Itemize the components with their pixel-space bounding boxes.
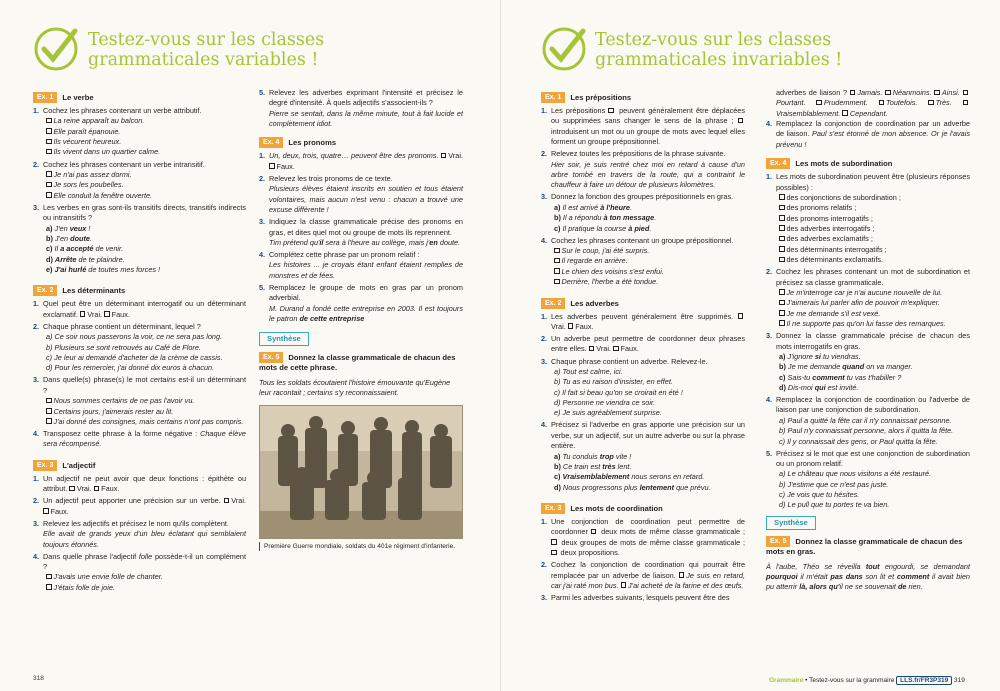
- question: 4. Cochez les phrases contenant un groupe prépositionnel. Sur le coup, j'ai été surpris. Il regarde en arrière. Le chien des voisins s'est enfui. Derrière, l'herbe a été tondue.: [541, 235, 734, 287]
- checkbox[interactable]: [963, 100, 969, 106]
- checkbox[interactable]: [779, 246, 785, 252]
- right-page: [500, 0, 1000, 691]
- checkmark-icon: [33, 26, 79, 72]
- right-column-1: [541, 88, 745, 605]
- exercise-5-text: Tous les soldats écoutaient l'histoire émouvante qu'Eugène leur racontait ; certains s'y reconnaissaient.: [259, 378, 451, 398]
- checkbox[interactable]: [46, 584, 52, 590]
- left-column-1: [33, 88, 246, 595]
- checkbox[interactable]: [554, 248, 560, 254]
- lls-link[interactable]: LLS.fr/FR3P319: [896, 676, 952, 685]
- question: 3. Les verbes en gras sont-ils transitifs directs, transitifs indirects ou intransitifs ? a) J'en veux ! b) J'en doute. c) Il a accepté de venir. d) Arrête de te plaindre. e) J'ai hurlé de toutes mes forces !: [33, 202, 246, 274]
- checkbox[interactable]: [80, 311, 86, 317]
- question: 1. Un adjectif ne peut avoir que deux fonctions : épithète ou attribut. Vrai. Faux.: [33, 473, 246, 494]
- question: 1. Les mots de subordination peuvent être (plusieurs réponses possibles) : des conjonctions de subordination ; des pronoms relatifs ; des pronoms interrogatifs ; des adverbes interrogatifs ; des adverbes exclamatifs ; des déterminants interrogatifs ; des déterminants exclamatifs.: [766, 172, 970, 265]
- checkbox[interactable]: [46, 192, 52, 198]
- right-column-2: adverbes de liaison ? Jamais. Néanmoins. Ainsi. Pourtant. Prudemment. Toutefois. Très. Vraisemblablement. Cependant. 4. Remplacez la conjonction de coordination par un adverbe de liaison. Paul s'est étonné de mon absence. Or je l'avais prévenu ! Ex. 4 Les mots de subordination 1. Les mots de subordination peuvent être (plusieurs réponses possibles) : des conjonctions de subordination ; des pronoms relatifs ; des pronoms interrogatifs ; des adverbes interrogatifs ; des adverbes exclamatifs ; des déterminants interrogatifs ; des déterminants exclamatifs. 2. Cochez les phrases contenant un mot de subordination et précisez sa classe grammaticale. Je m'interroge car je n'ai aucune nouvelle de lui. J'aimerais lui parler afin de pouvoir m'expliquer. Je me demande s'il est vexé. Il ne supporte pas qu'on lui fasse des remarques. 3. Donnez la classe grammaticale précise de chacun des mots interrogatifs en gras. a) J'ignore si tu viendras. b) Je me demande quand on va manger. c) Sais-tu comment tu vas t'habiller ? d) Dis-moi qui est invité. 4. Remplacez la conjonction de coordination ou l'adverbe de liaison par une conjonction de subordination. a) Paul a quitté la fête car il n'y connaissait personne. b) Paul n'y connaissait personne, alors il quitta la fête. c) Il y connaissait des gens, or Paul quitta la fête. 5. Précisez si le mot que est une conjonction de subordination ou un pronom relatif. a) Le château que nous visitons a été restauré. b) J'estime que ce n'est pas juste. c) Je vois que tu hésites. d) Le pull que tu portes te va bien. Synthèse Ex. 5 Donnez la classe grammaticale de chacun des mots en gras. À l'aube, Théo se réveilla tout engourdi, se demandant pourquoi il m'était pas dans son lit et comment il avait bien pu atterrir là, alors qu'il ne se souvenait de rien.: [766, 88, 970, 592]
- page-footer: Grammaire • Testez-vous sur la grammaire LLS.fr/FR3P319 319: [769, 676, 965, 684]
- exercise-4: Ex. 4 Les mots de subordination 1. Les mots de subordination peuvent être (plusieurs réponses possibles) : des conjonctions de subordination ; des pronoms relatifs ; des pronoms interrogatifs ; des adverbes interrogatifs ; des adverbes exclamatifs ; des déterminants interrogatifs ; des déterminants exclamatifs. 2. Cochez les phrases contenant un mot de subordination et précisez sa classe grammaticale. Je m'interroge car je n'ai aucune nouvelle de lui. J'aimerais lui parler afin de pouvoir m'expliquer. Je me demande s'il est vexé. Il ne supporte pas qu'on lui fasse des remarques. 3. Donnez la classe grammaticale précise de chacun des mots interrogatifs en gras. a) J'ignore si tu viendras. b) Je me demande quand on va manger. c) Sais-tu comment tu vas t'habiller ? d) Dis-moi qui est invité. 4. Remplacez la conjonction de coordination ou l'adverbe de liaison par une conjonction de subordination. a) Paul a quitté la fête car il n'y connaissait personne. b) Paul n'y connaissait personne, alors il quitta la fête. c) Il y connaissait des gens, or Paul quitta la fête. 5. Précisez si le mot que est une conjonction de subordination ou un pronom relatif. a) Le château que nous visitons a été restauré. b) J'estime que ce n'est pas juste. c) Je vois que tu hésites. d) Le pull que tu portes te va bien.: [766, 159, 970, 510]
- checkbox[interactable]: [885, 90, 891, 96]
- question: 5. Relevez les adverbes exprimant l'intensité et précisez le degré d'intensité. À quels adjectifs s'associent-ils ? Pierre se sentait, dans la même minute, tout à fait lucide et complètement idiot.: [259, 88, 463, 129]
- exercise-title: Le verbe: [62, 93, 94, 102]
- question: 2. Relevez toutes les prépositions de la phrase suivante. Hier soir, je suis rentré chez moi en retard à cause d'un arbre tombé en travers de la route, qui a contraint le chauffeur à faire un détour de plusieurs kilomètres.: [541, 149, 745, 190]
- checkbox[interactable]: [46, 171, 52, 177]
- checkbox[interactable]: [46, 149, 52, 155]
- checkbox[interactable]: [679, 572, 685, 578]
- question: 4. Remplacez la conjonction de coordination par un adverbe de liaison. Paul s'est étonné de mon absence. Or je l'avais prévenu !: [766, 119, 970, 149]
- checkbox[interactable]: [779, 215, 785, 221]
- question: 2. Relevez les trois pronoms de ce texte. Plusieurs élèves étaient inscrits en soutien et tous étaient volontaires, mais aucun n'est venu : chacun a trouvé une excuse différente !: [259, 173, 463, 215]
- checkmark-icon: [541, 26, 587, 72]
- question: 2. Un adjectif peut apporter une précision sur un verbe. Vrai. Faux.: [33, 496, 246, 516]
- photo-caption: Première Guerre mondiale, soldats du 401e régiment d'infanterie.: [259, 542, 463, 551]
- checkbox[interactable]: [779, 320, 785, 326]
- soldiers-photo: [259, 405, 463, 539]
- question: 5. Précisez si le mot que est une conjonction de subordination ou un pronom relatif. a) Le château que nous visitons a été restauré. b) J'estime que ce n'est pas juste. c) Je vois que tu hésites. d) Le pull que tu portes te va bien.: [766, 448, 970, 510]
- question: 3. Parmi les adverbes suivants, lesquels peuvent être des: [541, 593, 730, 603]
- checkbox[interactable]: [779, 257, 785, 263]
- question: 3. Chaque phrase contient un adverbe. Relevez-le. a) Tout est calme, ici. b) Tu as eu raison d'insister, en effet. c) Il fait si beau qu'on se croirait en été ! d) Personne ne viendra ce soir. e) Je suis agréablement surprise.: [541, 356, 708, 418]
- checkbox[interactable]: [554, 268, 560, 274]
- checkbox[interactable]: [608, 108, 614, 114]
- question: 1. Les prépositions peuvent généralement être déplacées ou supprimées sans changer le sens de la phrase ; introduisent un mot ou un groupe de mots avec lequel elles forment un groupe prépositionnel.: [541, 106, 745, 147]
- exercise-2: Ex. 2 Les adverbes 1. Les adverbes peuvent généralement être supprimés. Vrai. Faux. 2. Un adverbe peut permettre de coordonner deux phrases entre elles. Vrai. Faux. 3. Chaque phrase contient un adverbe. Relevez-le. a) Tout est calme, ici. b) Tu as eu raison d'insister, en effet. c) Il fait si beau qu'on se croirait en été ! d) Personne ne viendra ce soir. e) Je suis agréablement surprise. 4. Précisez si l'adverbe en gras apporte une précision sur un verbe, sur un adjectif, sur un autre adverbe ou sur la phrase entière. a) Tu conduis trop vite ! b) Ce train est très lent. c) Vraisemblablement nous serons en retard. d) Nous progressons plus lentement que prévu.: [541, 298, 745, 492]
- checkbox[interactable]: [46, 182, 52, 188]
- question: 4. Remplacez la conjonction de coordination ou l'adverbe de liaison par une conjonction de subordination. a) Paul a quitté la fête car il n'y connaissait personne. b) Paul n'y connaissait personne, alors il quitta la fête. c) Il y connaissait des gens, or Paul quitta la fête.: [766, 395, 970, 446]
- question: 3. Dans quelle(s) phrase(s) le mot certains est-il un déterminant ? Nous sommes certains de ne pas l'avoir vu. Certains jours, j'aimerais rester au lit. J'ai donné des consignes, mais certains n'ont pas compris.: [33, 375, 247, 426]
- checkbox[interactable]: [779, 205, 785, 211]
- checkbox[interactable]: [46, 139, 52, 145]
- checkbox[interactable]: [554, 258, 560, 264]
- checkbox[interactable]: [589, 346, 595, 352]
- question: 1. Quel peut être un déterminant interrogatif ou un déterminant exclamatif. Vrai. Faux.: [33, 299, 246, 319]
- checkbox[interactable]: [46, 418, 52, 424]
- checkbox[interactable]: [738, 313, 744, 319]
- exercise-3: Ex. 3 L'adjectif 1. Un adjectif ne peut avoir que deux fonctions : épithète ou attribut. Vrai. Faux. 2. Un adjectif peut apporter une précision sur un verbe. Vrai. Faux. 3. Relevez les adjectifs et précisez le nom qu'ils complètent. Elle avait de grands yeux d'un bleu éclatant qui semblaient toujours étonnés. 4. Dans quelle phrase l'adjectif folle possède-t-il un complément ? J'avais une envie folle de chanter. J'étais folle de joie.: [33, 460, 246, 592]
- checkbox[interactable]: [46, 128, 52, 134]
- question: 2. Chaque phrase contient un déterminant, lequel ? a) Ce soir nous passerons la voir, ce ne sera pas long. b) Plusieurs se sont retrouvés au Café de Flore. c) Je leur ai demandé d'acheter de la crème de cassis. d) Pour les remercier, j'ai donné dix euros à chacun.: [33, 321, 223, 373]
- checkbox[interactable]: [934, 90, 940, 96]
- exercise-1: [33, 92, 246, 275]
- checkbox[interactable]: [46, 574, 52, 580]
- synthese-label: Synthèse: [259, 332, 309, 346]
- synthese-label: Synthèse: [766, 516, 816, 530]
- question: 3. Indiquez la classe grammaticale précise des pronoms en gras, et dites quel mot ou groupe de mots ils reprennent. Tim prétend qu'il sera à l'heure au collège, mais j'en doute.: [259, 217, 463, 247]
- left-column-2: 5. Relevez les adverbes exprimant l'intensité et précisez le degré d'intensité. À quels adjectifs s'associent-ils ? Pierre se sentait, dans la même minute, tout à fait lucide et complètement idiot. Ex. 4 Les pronoms 1. Un, deux, trois, quatre… peuvent être des pronoms. Vrai. Faux. 2. Relevez les trois pronoms de ce texte. Plusieurs élèves étaient inscrits en soutien et tous étaient volontaires, mais aucun n'est venu : chacun a trouvé une excuse différente ! 3. Indiquez la classe grammaticale précise des pronoms en gras, et dites quel mot ou groupe de mots ils reprennent. Tim prétend qu'il sera à l'heure au collège, mais j'en doute. 4. Complétez cette phrase par un pronom relatif : Les histoires ... je croyais étant enfant étaient remplies de monstres et de fées. 5. Remplacez le groupe de mots en gras par un pronom adverbial. M. Durand a fondé cette entreprise en 2003. Il est toujours le patron de cette entreprise Synthèse Ex. 5 Donnez la classe grammaticale de chacun des mots de cette phrase. Tous les soldats écoutaient l'histoire émouvante qu'Eugène leur racontait ; certains s'y reconnaissaient. Première Guerre mondiale, soldats du 401e régiment d'infanterie.: [259, 88, 463, 550]
- question: 1. Une conjonction de coordination peut permettre de coordonner deux mots de même classe grammaticale ; deux groupes de mots de même classe grammaticale ; deux propositions.: [541, 517, 745, 558]
- checkbox[interactable]: [621, 582, 627, 588]
- checkbox[interactable]: [46, 118, 52, 124]
- checkbox[interactable]: [43, 508, 49, 514]
- question: 3. Relevez les adjectifs et précisez le nom qu'ils complètent. Elle avait de grands yeux d'un bleu éclatant qui semblaient toujours étonnés.: [33, 518, 246, 549]
- checkbox[interactable]: [779, 310, 785, 316]
- checkbox[interactable]: [963, 90, 969, 96]
- checkbox[interactable]: [816, 100, 822, 106]
- checkbox[interactable]: [779, 236, 785, 242]
- question: 2. Cochez la conjonction de coordination qui pourrait être remplacée par un adverbe de liaison. Je suis en retard, car j'ai raté mon bus. J'ai acheté de la farine et des œufs.: [541, 560, 745, 590]
- checkbox[interactable]: [551, 550, 557, 556]
- checkbox[interactable]: [554, 279, 560, 285]
- checkbox[interactable]: [779, 289, 785, 295]
- question: 1. Les adverbes peuvent généralement être supprimés. Vrai. Faux.: [541, 312, 745, 333]
- checkbox[interactable]: [69, 486, 75, 492]
- checkbox[interactable]: [842, 110, 848, 116]
- checkbox[interactable]: [551, 539, 557, 545]
- page-title: Testez-vous sur les classes grammaticales variables !: [88, 30, 325, 70]
- exercise-1: Ex. 1 Les prépositions 1. Les prépositions peuvent généralement être déplacées ou supprimées sans changer le sens de la phrase ; introduisent un mot ou un groupe de mots avec lequel elles forment un groupe prépositionnel. 2. Relevez toutes les prépositions de la phrase suivante. Hier soir, je suis rentré chez moi en retard à cause d'un arbre tombé en travers de la route, qui a contraint le chauffeur à faire un détour de plusieurs kilomètres. 3. Donnez la fonction des groupes prépositionnels en gras. a) Il est arrivé à l'heure. b) Il a répondu à ton message. c) Il pratique la course à pied. 4. Cochez les phrases contenant un groupe prépositionnel. Sur le coup, j'ai été surpris. Il regarde en arrière. Le chien des voisins s'est enfui. Derrière, l'herbe a été tondue.: [541, 93, 745, 287]
- checkbox[interactable]: [46, 408, 52, 414]
- question: 3. Donnez la classe grammaticale précise de chacun des mots interrogatifs en gras. a) J'ignore si tu viendras. b) Je me demande quand on va manger. c) Sais-tu comment tu vas t'habiller ? d) Dis-moi qui est invité.: [766, 331, 970, 392]
- checkbox[interactable]: [568, 323, 574, 329]
- checkbox[interactable]: [46, 398, 52, 404]
- checkbox[interactable]: [928, 100, 934, 106]
- checkbox[interactable]: [779, 225, 785, 231]
- question: 4. Complétez cette phrase par un pronom relatif : Les histoires ... je croyais étant enfant étaient remplies de monstres et de fées.: [259, 250, 463, 280]
- exercise-5-text: À l'aube, Théo se réveilla tout engourdi, se demandant pourquoi il m'était pas dans son lit et comment il avait bien pu atterrir là, alors qu'il ne se souvenait de rien.: [766, 561, 970, 592]
- exercise-3: Ex. 3 Les mots de coordination 1. Une conjonction de coordination peut permettre de coordonner deux mots de même classe grammaticale ; deux groupes de mots de même classe grammaticale ; deux propositions. 2. Cochez la conjonction de coordination qui pourrait être remplacée par un adverbe de liaison. Je suis en retard, car j'ai raté mon bus. J'ai acheté de la farine et des œufs. 3. Parmi les adverbes suivants, lesquels peuvent être des: [541, 504, 745, 603]
- question: 4. Transposez cette phrase à la forme négative : Chaque élève sera récompensé.: [33, 429, 246, 449]
- question: 4. Précisez si l'adverbe en gras apporte une précision sur un verbe, sur un adjectif, sur un autre adverbe ou sur la phrase entière. a) Tu conduis trop vite ! b) Ce train est très lent. c) Vraisemblablement nous serons en retard. d) Nous progressons plus lentement que prévu.: [541, 420, 745, 492]
- checkbox[interactable]: [104, 311, 110, 317]
- checkbox[interactable]: [879, 100, 885, 106]
- checkbox[interactable]: [591, 529, 597, 535]
- question: 2. Un adverbe peut permettre de coordonner deux phrases entre elles. Vrai. Faux.: [541, 334, 745, 354]
- question: 3. Donnez la fonction des groupes prépositionnels en gras. a) Il est arrivé à l'heure. b) Il a répondu à ton message. c) Il pratique la course à pied.: [541, 192, 734, 233]
- checkbox[interactable]: [94, 486, 100, 492]
- checkbox[interactable]: [779, 194, 785, 200]
- page-number: 319: [954, 676, 965, 684]
- question-continued: adverbes de liaison ? Jamais. Néanmoins. Ainsi. Pourtant. Prudemment. Toutefois. Très. Vraisemblablement. Cependant.: [766, 88, 970, 119]
- checkbox[interactable]: [779, 300, 785, 306]
- question: 2. Cochez les phrases contenant un mot de subordination et précisez sa classe grammaticale. Je m'interroge car je n'ai aucune nouvelle de lui. J'aimerais lui parler afin de pouvoir m'expliquer. Je me demande s'il est vexé. Il ne supporte pas qu'on lui fasse des remarques.: [766, 267, 970, 328]
- exercise-4: Ex. 4 Les pronoms 1. Un, deux, trois, quatre… peuvent être des pronoms. Vrai. Faux. 2. Relevez les trois pronoms de ce texte. Plusieurs élèves étaient inscrits en soutien et tous étaient volontaires, mais aucun n'est venu : chacun a trouvé une excuse différente ! 3. Indiquez la classe grammaticale précise des pronoms en gras, et dites quel mot ou groupe de mots ils reprennent. Tim prétend qu'il sera à l'heure au collège, mais j'en doute. 4. Complétez cette phrase par un pronom relatif : Les histoires ... je croyais étant enfant étaient remplies de monstres et de fées. 5. Remplacez le groupe de mots en gras par un pronom adverbial. M. Durand a fondé cette entreprise en 2003. Il est toujours le patron de cette entreprise: [259, 138, 463, 324]
- checkbox[interactable]: [441, 153, 447, 159]
- question: 2. Cochez les phrases contenant un verbe intransitif. Je n'ai pas assez dormi. Je sors les poubelles. Elle conduit la fenêtre ouverte.: [33, 159, 205, 200]
- question: 1. Cochez les phrases contenant un verbe attributif. La reine apparaît au balcon. Elle paraît épanouie. Ils vécurent heureux. Ils vivent dans un quartier calme.: [33, 106, 202, 157]
- checkbox[interactable]: [850, 90, 856, 96]
- checkbox[interactable]: [224, 498, 230, 504]
- checkbox[interactable]: [613, 346, 619, 352]
- page-title: Testez-vous sur les classes grammaticales invariables !: [595, 30, 843, 70]
- exercise-2: Ex. 2 Les déterminants 1. Quel peut être un déterminant interrogatif ou un déterminant exclamatif. Vrai. Faux. 2. Chaque phrase contient un déterminant, lequel ? a) Ce soir nous passerons la voir, ce ne sera pas long. b) Plusieurs se sont retrouvés au Café de Flore. c) Je leur ai demandé d'acheter de la crème de cassis. d) Pour les remercier, j'ai donné dix euros à chacun. 3. Dans quelle(s) phrase(s) le mot certains est-il un déterminant ? Nous sommes certains de ne pas l'avoir vu. Certains jours, j'aimerais rester au lit. J'ai donné des consignes, mais certains n'ont pas compris. 4. Transposez cette phrase à la forme négative : Chaque élève sera récompensé.: [33, 286, 247, 449]
- page-number: 318: [33, 674, 44, 682]
- question: 5. Remplacez le groupe de mots en gras par un pronom adverbial. M. Durand a fondé cette entreprise en 2003. Il est toujours le patron de cette entreprise: [259, 282, 463, 324]
- exercise-tag: Ex. 1: [33, 92, 57, 103]
- question: 4. Dans quelle phrase l'adjectif folle possède-t-il un complément ? J'avais une envie folle de chanter. J'étais folle de joie.: [33, 551, 246, 592]
- checkbox[interactable]: [269, 163, 275, 169]
- checkbox[interactable]: [738, 118, 744, 124]
- question: 1. Un, deux, trois, quatre… peuvent être des pronoms. Vrai. Faux.: [259, 151, 463, 171]
